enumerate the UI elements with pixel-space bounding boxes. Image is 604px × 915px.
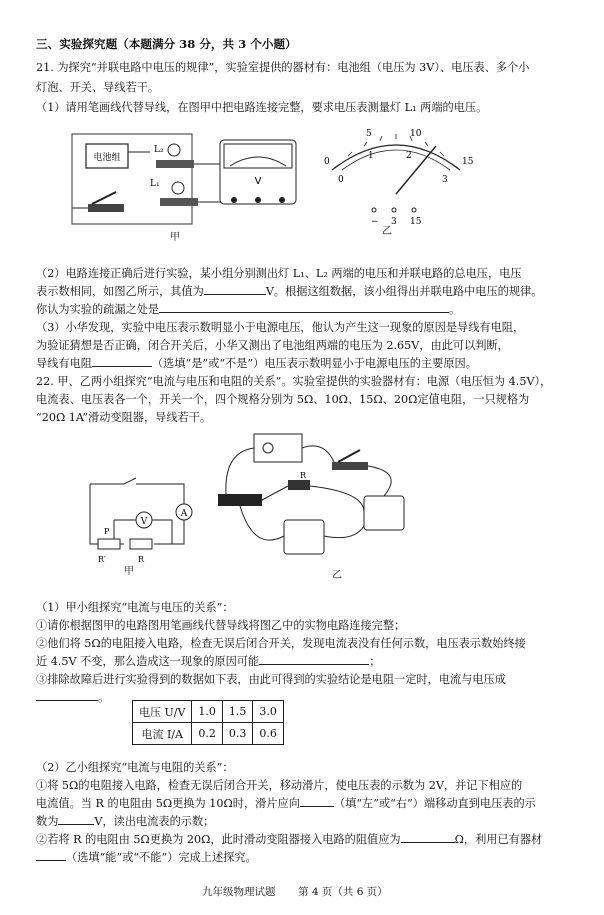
schematic-p: P <box>104 527 110 536</box>
q21-part3-line3: 导线有电阻 （选填“是”或“不是”）电压表示数明显小于电源电压的主要原因。 <box>36 357 477 370</box>
q21-line2: 灯泡、开关、导线若干。 <box>36 81 160 94</box>
q22-part2-item2-line2: （选填“能”或“不能”）完成上述探究。 <box>36 850 257 866</box>
bulb-l1-base <box>160 198 198 206</box>
q22-blank-cause[interactable] <box>259 654 369 665</box>
dial-inner-2: 2 <box>406 151 412 161</box>
bulb-l2-base <box>156 160 194 168</box>
dial-inner-arc <box>342 150 450 170</box>
q21-line1: 21. 为探究“并联电路中电压的规律”，实验室提供的器材有：电池组（电压为 3V）、电压表、多个小 <box>36 61 530 74</box>
voltmeter-dial <box>224 144 292 168</box>
schematic-a: A <box>180 509 188 519</box>
q22-part1-item3-line2: 。 <box>36 690 109 706</box>
q21-blank-voltage[interactable] <box>204 284 266 295</box>
battery-label: 电池组 <box>93 153 121 163</box>
dial-inner-1: 1 <box>368 151 374 161</box>
terminal-neg <box>372 208 376 212</box>
schematic-rp: R′ <box>98 555 106 564</box>
footer-left: 九年级物理试题 <box>202 886 276 898</box>
terminal-15-label: 15 <box>410 217 422 227</box>
table-cell: 0.2 <box>192 723 223 745</box>
switch-base-22 <box>332 462 368 470</box>
schematic-v: V <box>140 517 148 527</box>
q22-line2: 电流表、电压表各一个，开关一个，四个规格分别为 5Ω、10Ω、15Ω、20Ω定值电阻，一只规格为 <box>36 393 530 406</box>
footer-page: 第 4 页（共 6 页） <box>298 886 388 898</box>
voltmeter-terminal-neg <box>231 197 237 203</box>
q21-part2-line3: 你认为实验的疏漏之处是 。 <box>36 303 461 316</box>
q22-figure-b <box>214 432 430 566</box>
q22-line1: 22. 甲、乙两小组探究“电流与电压和电阻的关系”。实验室提供的实验器材有：电源（电压恒为 4.5V）， <box>36 375 552 388</box>
q21-part3-line2: 为验证猜想是否正确，闭合开关后，小华又测出了电池组两端的电压为 2.65V，由此可以判断， <box>36 339 509 352</box>
l1-label: L₁ <box>150 179 160 189</box>
bulb-l2-icon <box>168 144 180 156</box>
q21-figure-b <box>318 124 478 228</box>
dial-end-3: 3 <box>442 175 448 185</box>
voltmeter-v: V <box>254 176 262 187</box>
q21-part3-line1: （3）小华发现，实验中电压表示数明显小于电源电压，他认为产生这一现象的原因是导线有电阻， <box>36 321 525 334</box>
q22-part2-item1-line1: ①将 5Ω的电阻接入电路，检查无误后闭合开关，移动滑片，使电压表的示数为 2V，并记下相应的 <box>36 779 523 792</box>
q22-fig-a-label: 甲 <box>124 566 134 577</box>
resistor-block <box>288 480 310 490</box>
table-cell: 0.6 <box>253 723 284 745</box>
q22-blank-resistance[interactable] <box>401 832 455 843</box>
q21-part2-line1: （2）电路连接正确后进行实验，某小组分别测出灯 L₁、L₂ 两端的电压和并联电路的总电压，电压 <box>36 267 522 280</box>
power-supply <box>254 434 302 462</box>
q22-line3: “20Ω 1A”滑动变阻器，导线若干。 <box>36 411 212 424</box>
q22-part1-item1: ①请你根据图甲的电路图用笔画线代替导线将图乙中的实物电路连接完整； <box>36 619 406 632</box>
dial-end-15: 15 <box>462 157 474 167</box>
q21-fig-a-label: 甲 <box>170 232 180 243</box>
q22-part1: （1）甲小组探究“电流与电压的关系”： <box>36 601 234 614</box>
terminal-3 <box>392 208 396 212</box>
voltmeter-terminal-3 <box>255 197 261 203</box>
q21-figure-a <box>70 122 310 230</box>
q22-part1-item2-line2: 近 4.5V 不变，那么造成这一现象的原因可能 ； <box>36 655 381 668</box>
q22-fig-b-label: 乙 <box>332 570 342 581</box>
table-cell: 1.5 <box>222 701 253 723</box>
switch-lever <box>92 192 116 204</box>
schematic-rheostat <box>98 539 120 549</box>
q21-part2-line2: 表示数相同，如图乙所示，其值为 V。根据这组数据，该小组得出并联电路中电压的规律。 <box>36 285 543 298</box>
q22-blank-relation[interactable] <box>36 690 98 701</box>
rheostat-body <box>218 494 262 506</box>
section-title: 三、实验探究题（本题满分 38 分，共 3 个小题） <box>36 37 297 51</box>
table-cell: 电压 U/V <box>133 701 192 723</box>
q22-part2-item1-line2: 电流值。当 R 的电阻由 5Ω更换为 10Ω时，滑片应向 （填“左”或“右”）端移动直到电压表的示 <box>36 797 536 810</box>
q22-part2: （2）乙小组探究“电流与电阻的关系”： <box>36 761 234 774</box>
dial-outer-arc <box>332 145 460 170</box>
q22-part1-item2-line1: ②他们将 5Ω的电阻接入电路，检查无误后闭合开关，发现电流表没有任何示数，电压表示数始终接 <box>36 637 526 650</box>
terminal-15 <box>412 208 416 212</box>
ammeter-22 <box>284 520 324 554</box>
q22-part1-item3: ③排除故障后进行实验得到的数据如下表，由此可得到的实验结论是电阻一定时，电流与电压成 <box>36 673 506 686</box>
q22-part2-item2-line1: ②若将 R 的电阻由 5Ω更换为 20Ω，此时滑动变阻器接入电路的阻值应为 Ω，利用已有器材 <box>36 833 543 846</box>
resistor-r: R <box>300 471 307 480</box>
table-row <box>133 701 284 723</box>
table-cell: 电流 I/A <box>133 723 192 745</box>
schematic-switch <box>124 478 136 484</box>
q21-fig-b-label: 乙 <box>382 226 392 237</box>
q22-blank-can-or-not[interactable] <box>36 850 66 861</box>
table-cell: 3.0 <box>253 701 284 723</box>
q21-blank-flaw[interactable] <box>159 302 449 313</box>
q21-blank-is-or-not[interactable] <box>92 356 152 367</box>
l2-label: L₂ <box>154 145 164 155</box>
terminal-neg-label: − <box>371 217 379 227</box>
table-row <box>133 723 284 745</box>
dial-end-0-inner: 0 <box>338 175 344 185</box>
schematic-resistor <box>130 539 152 549</box>
dial-top-5: 5 <box>366 129 372 139</box>
q22-data-table <box>132 700 284 745</box>
schematic-r: R <box>138 555 145 564</box>
q22-blank-direction[interactable] <box>300 796 334 807</box>
voltmeter-terminal-15 <box>279 197 285 203</box>
table-cell: 0.3 <box>222 723 253 745</box>
terminal-3-label: 3 <box>391 217 397 227</box>
q22-figure-a <box>84 474 194 564</box>
switch-lever-22 <box>338 450 360 462</box>
table-cell: 1.0 <box>192 701 223 723</box>
q21-part1: （1）请用笔画线代替导线，在图甲中把电路连接完整，要求电压表测量灯 L₁ 两端的电压。 <box>36 101 488 114</box>
dial-top-10: 10 <box>410 129 422 139</box>
switch-base <box>88 204 124 212</box>
dial-end-0-outer: 0 <box>324 157 330 167</box>
dial-needle <box>396 146 436 194</box>
bulb-l1-icon <box>172 182 184 194</box>
voltmeter-22 <box>364 496 404 530</box>
q22-blank-voltage[interactable] <box>58 814 94 825</box>
q22-part2-item1-line3: 数为 V，读出电流表的示数； <box>36 815 215 828</box>
